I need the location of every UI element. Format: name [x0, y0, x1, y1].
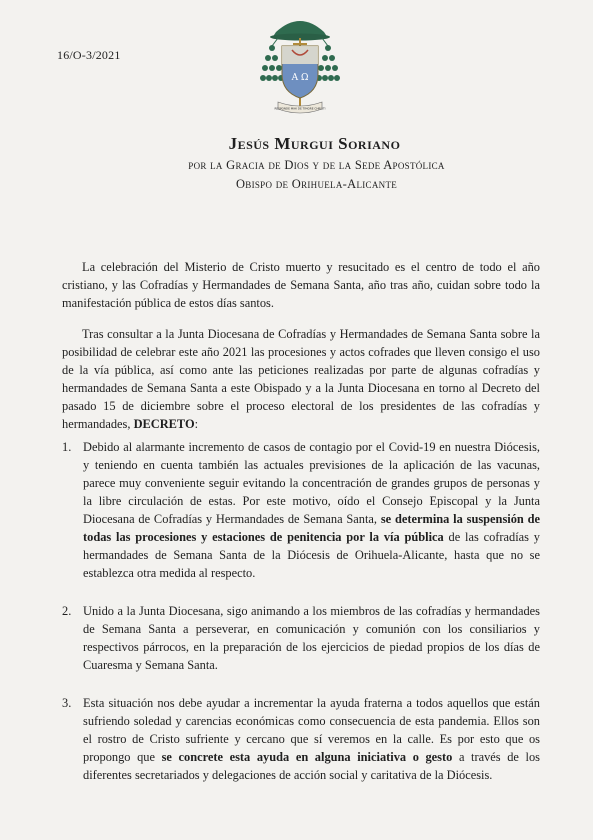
item-text	[83, 438, 540, 582]
consultation-paragraph	[62, 325, 540, 433]
crest-motto: RESPONDE MIHI DE TIMORE CHRISTI	[274, 106, 326, 111]
item-text-part: a través de los diferentes secretariados y delegaciones de acción social y caritativa de la Diócesis.	[83, 750, 540, 782]
consultation-end: :	[194, 417, 199, 431]
decree-item-1	[62, 438, 540, 582]
title-line-2: Obispo de Orihuela-Alicante	[235, 177, 398, 191]
item-text-part: Debido al alarmante incremento de casos de contagio por el Covid-19 en nuestra Diócesis, y teniendo en cuenta también las actuales previsiones de la aplicación de las vacunas, parece muy conveniente seguir evitando la concentración de grandes grupos de personas y la libre circulación de estas. Por este motivo, oído el Consejo Episcopal y la Junta Diocesana de Cofradías y Hermandades de Semana Santa,	[83, 440, 540, 526]
decree-item-2	[62, 602, 540, 674]
reference-number: 16/O-3/2021	[57, 48, 121, 62]
episcopal-coat-of-arms-icon	[258, 14, 342, 118]
decree-item-3	[62, 694, 540, 784]
item-text	[83, 602, 540, 674]
bishop-name: Jesús Murgui Soriano	[228, 134, 401, 153]
item-number: 2.	[62, 604, 72, 618]
intro-paragraph: La celebración del Misterio de Cristo muerto y resucitado es el centro de todo el año cristiano, y las Cofradías y Hermandades de Semana Santa, año tras año, cuidan sobre todo la manifestación pública de estos días santos.	[62, 260, 540, 310]
crest-letters: Α Ω	[291, 73, 309, 83]
title-line-1: por la Gracia de Dios y de la Sede Apostólica	[188, 158, 445, 172]
decree-keyword: DECRETO	[133, 417, 195, 431]
item-text-part: Esta situación nos debe ayudar a incrementar la ayuda fraterna a todos aquellos que están sufriendo soledad y carencias económicas como consecuencia de esta pandemia. Ellos son el rostro de Cristo sufriente y cercano que sí veremos en la calle. Es por esto que os propongo que	[83, 696, 540, 764]
item-emphasis: se concrete esta ayuda en alguna iniciativa o gesto	[161, 750, 453, 764]
letterhead	[0, 134, 593, 192]
item-emphasis: se determina la suspensión de todas las procesiones y estaciones de penitencia por la vía pública	[83, 512, 541, 544]
item-number: 1.	[62, 440, 72, 454]
item-number: 3.	[62, 696, 72, 710]
item-text-part: de las cofradías y hermandades de Semana Santa de la Diócesis de Orihuela-Alicante, hasta que no se establezca otra medida al respecto.	[83, 530, 541, 580]
consultation-text: Tras consultar a la Junta Diocesana de Cofradías y Hermandades de Semana Santa sobre la posibilidad de celebrar este año 2021 las procesiones y actos cofrades que lleven consigo el uso de la vía pública, así como ante las peticiones realizadas por parte de algunas cofradías y hermandades de Semana Santa a este Obispado y a la Junta Diocesana en torno al Decreto del pasado 15 de diciembre sobre el proceso electoral de los presidentes de las cofradías y hermandades,	[62, 327, 540, 431]
item-text-part: Unido a la Junta Diocesana, sigo animando a los miembros de las cofradías y hermandades de Semana Santa a perseverar, en comunicación y comunión con los consiliarios y respectivos párrocos, en la preparación de los ejercicios de piedad propios de los días de Cuaresma y Semana Santa.	[83, 604, 540, 672]
item-text	[83, 694, 540, 784]
